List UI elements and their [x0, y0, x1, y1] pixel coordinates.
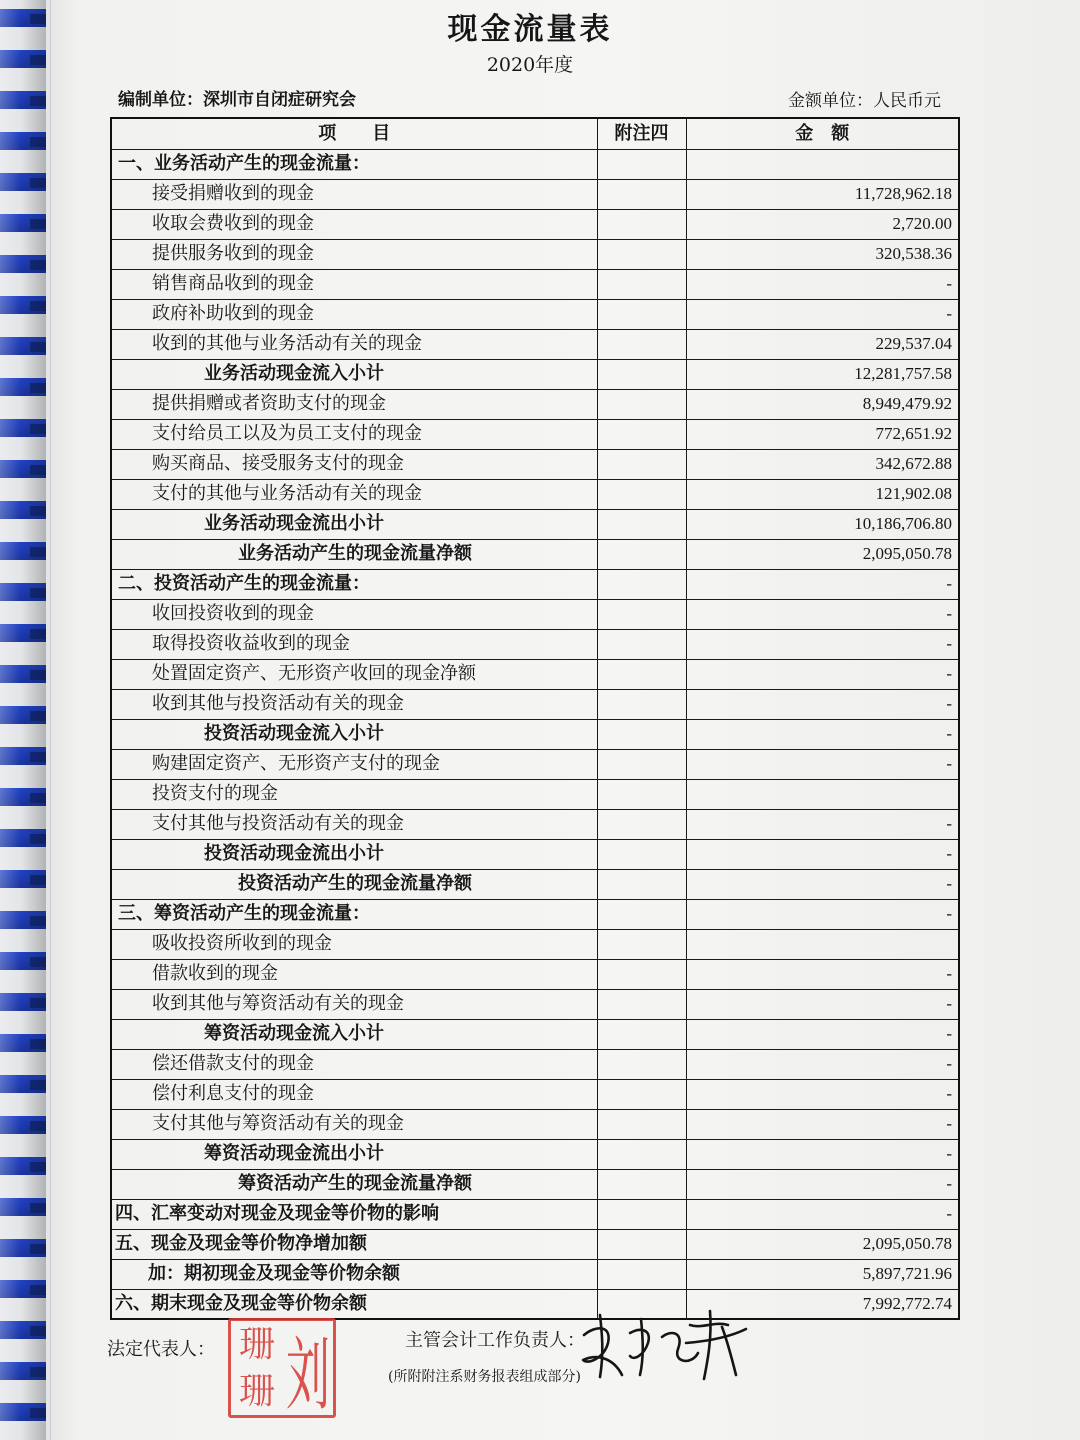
table-row — [111, 329, 959, 359]
note-cell — [597, 1139, 686, 1169]
note-cell — [597, 479, 686, 509]
amount-cell: 7,992,772.74 — [686, 1289, 959, 1319]
table-row — [111, 839, 959, 869]
item-cell: 取得投资收益收到的现金 — [111, 629, 597, 659]
amount-cell: 772,651.92 — [686, 419, 959, 449]
header-cell-item: 项 目 — [111, 118, 597, 149]
item-cell: 筹资活动现金流出小计 — [111, 1139, 597, 1169]
note-cell — [597, 149, 686, 179]
item-cell: 加：期初现金及现金等价物余额 — [111, 1259, 597, 1289]
header-cell-amount: 金 额 — [686, 118, 959, 149]
item-cell: 投资活动现金流出小计 — [111, 839, 597, 869]
amount-cell: 8,949,479.92 — [686, 389, 959, 419]
amount-cell: - — [686, 809, 959, 839]
page-title: 现金流量表 — [447, 12, 613, 47]
item-cell: 支付的其他与业务活动有关的现金 — [111, 479, 597, 509]
amount-cell: - — [686, 1019, 959, 1049]
item-cell: 支付其他与投资活动有关的现金 — [111, 809, 597, 839]
item-cell: 投资活动现金流入小计 — [111, 719, 597, 749]
table-row — [111, 659, 959, 689]
item-cell: 筹资活动现金流入小计 — [111, 1019, 597, 1049]
stamp-char: 珊 — [238, 1370, 275, 1412]
amount-cell — [686, 929, 959, 959]
note-cell — [597, 629, 686, 659]
amount-cell — [686, 779, 959, 809]
note-cell — [597, 179, 686, 209]
period-label: 2020年度 — [486, 54, 574, 76]
table-row — [111, 569, 959, 599]
item-cell: 吸收投资所收到的现金 — [111, 929, 597, 959]
item-cell: 政府补助收到的现金 — [111, 299, 597, 329]
table-row — [111, 539, 959, 569]
amount-cell: - — [686, 689, 959, 719]
table-row — [111, 689, 959, 719]
item-cell: 六、期末现金及现金等价物余额 — [111, 1289, 597, 1319]
item-cell: 二、投资活动产生的现金流量： — [111, 569, 597, 599]
table-row — [111, 869, 959, 899]
note-cell — [597, 659, 686, 689]
table-header-row — [111, 118, 959, 149]
item-cell: 投资活动产生的现金流量净额 — [111, 869, 597, 899]
amount-cell: 2,095,050.78 — [686, 1229, 959, 1259]
table-row — [111, 1289, 959, 1319]
stamp-right-column — [283, 1321, 333, 1415]
table-row — [111, 899, 959, 929]
amount-cell: - — [686, 719, 959, 749]
note-cell — [597, 449, 686, 479]
legal-representative-label: 法定代表人： — [107, 1339, 215, 1360]
amount-cell: 320,538.36 — [686, 239, 959, 269]
item-cell: 收回投资收到的现金 — [111, 599, 597, 629]
amount-cell: - — [686, 299, 959, 329]
note-cell — [597, 539, 686, 569]
table-row — [111, 389, 959, 419]
amount-cell: - — [686, 959, 959, 989]
cash-flow-table — [110, 117, 960, 1320]
note-cell — [597, 209, 686, 239]
note-cell — [597, 719, 686, 749]
note-cell — [597, 569, 686, 599]
item-cell: 销售商品收到的现金 — [111, 269, 597, 299]
item-cell: 支付其他与筹资活动有关的现金 — [111, 1109, 597, 1139]
item-cell: 偿还借款支付的现金 — [111, 1049, 597, 1079]
note-cell — [597, 1169, 686, 1199]
amount-cell: 10,186,706.80 — [686, 509, 959, 539]
item-cell: 一、业务活动产生的现金流量： — [111, 149, 597, 179]
note-cell — [597, 599, 686, 629]
stamp-left-column — [231, 1321, 283, 1415]
amount-cell: 121,902.08 — [686, 479, 959, 509]
handwritten-signature — [578, 1303, 748, 1383]
amount-cell: 229,537.04 — [686, 329, 959, 359]
item-cell: 处置固定资产、无形资产收回的现金净额 — [111, 659, 597, 689]
note-cell — [597, 929, 686, 959]
item-cell: 提供服务收到的现金 — [111, 239, 597, 269]
item-cell: 购买商品、接受服务支付的现金 — [111, 449, 597, 479]
note-cell — [597, 389, 686, 419]
table-row — [111, 629, 959, 659]
item-cell: 收到其他与投资活动有关的现金 — [111, 689, 597, 719]
note-cell — [597, 839, 686, 869]
item-cell: 投资支付的现金 — [111, 779, 597, 809]
table-row — [111, 509, 959, 539]
amount-cell: - — [686, 569, 959, 599]
amount-cell: - — [686, 1169, 959, 1199]
item-cell: 五、现金及现金等价物净增加额 — [111, 1229, 597, 1259]
item-cell: 业务活动现金流出小计 — [111, 509, 597, 539]
amount-cell: 11,728,962.18 — [686, 179, 959, 209]
item-cell: 三、筹资活动产生的现金流量： — [111, 899, 597, 929]
table-row — [111, 1199, 959, 1229]
item-cell: 偿付利息支付的现金 — [111, 1079, 597, 1109]
unit-label: 金额单位：人民币元 — [788, 91, 941, 111]
amount-cell: 2,720.00 — [686, 209, 959, 239]
table-row — [111, 1019, 959, 1049]
note-cell — [597, 749, 686, 779]
note-cell — [597, 959, 686, 989]
item-cell: 借款收到的现金 — [111, 959, 597, 989]
table-row — [111, 209, 959, 239]
stamp-char: 刘 — [286, 1330, 330, 1415]
item-cell: 支付给员工以及为员工支付的现金 — [111, 419, 597, 449]
item-cell: 提供捐赠或者资助支付的现金 — [111, 389, 597, 419]
table-row — [111, 419, 959, 449]
note-cell — [597, 869, 686, 899]
note-cell — [597, 269, 686, 299]
note-cell — [597, 419, 686, 449]
amount-cell: 2,095,050.78 — [686, 539, 959, 569]
table-row — [111, 1079, 959, 1109]
amount-cell: - — [686, 989, 959, 1019]
note-cell — [597, 809, 686, 839]
table-row — [111, 1229, 959, 1259]
table-row — [111, 599, 959, 629]
amount-cell: 12,281,757.58 — [686, 359, 959, 389]
seal-stamp — [228, 1318, 336, 1418]
amount-cell — [686, 149, 959, 179]
note-cell — [597, 329, 686, 359]
amount-cell: - — [686, 659, 959, 689]
note-cell — [597, 689, 686, 719]
note-cell — [597, 509, 686, 539]
spiral-binding — [0, 0, 46, 1440]
amount-cell: 5,897,721.96 — [686, 1259, 959, 1289]
note-cell — [597, 1049, 686, 1079]
table-row — [111, 1259, 959, 1289]
table-row — [111, 149, 959, 179]
note-cell — [597, 1259, 686, 1289]
note-cell — [597, 239, 686, 269]
amount-cell: - — [686, 599, 959, 629]
amount-cell: - — [686, 899, 959, 929]
header-cell-note: 附注四 — [597, 118, 686, 149]
table-row — [111, 269, 959, 299]
amount-cell: - — [686, 1139, 959, 1169]
table-row — [111, 179, 959, 209]
table-row — [111, 989, 959, 1019]
item-cell: 接受捐赠收到的现金 — [111, 179, 597, 209]
item-cell: 收取会费收到的现金 — [111, 209, 597, 239]
note-cell — [597, 1109, 686, 1139]
note-cell — [597, 1019, 686, 1049]
amount-cell: - — [686, 1109, 959, 1139]
amount-cell: - — [686, 629, 959, 659]
stamp-char: 珊 — [238, 1323, 275, 1365]
amount-cell: - — [686, 869, 959, 899]
table-row — [111, 809, 959, 839]
amount-cell: - — [686, 839, 959, 869]
accounting-head-label: 主管会计工作负责人： — [405, 1330, 585, 1351]
item-cell: 四、汇率变动对现金及现金等价物的影响 — [111, 1199, 597, 1229]
note-cell — [597, 359, 686, 389]
table-row — [111, 449, 959, 479]
item-cell: 筹资活动产生的现金流量净额 — [111, 1169, 597, 1199]
amount-cell: - — [686, 1049, 959, 1079]
item-cell: 收到其他与筹资活动有关的现金 — [111, 989, 597, 1019]
amount-cell: - — [686, 1199, 959, 1229]
note-cell — [597, 299, 686, 329]
table-row — [111, 929, 959, 959]
item-cell: 业务活动现金流入小计 — [111, 359, 597, 389]
amount-cell: - — [686, 749, 959, 779]
table-row — [111, 1139, 959, 1169]
table-row — [111, 299, 959, 329]
note-cell — [597, 899, 686, 929]
note-cell — [597, 1199, 686, 1229]
table-row — [111, 359, 959, 389]
preparer-label: 编制单位：深圳市自闭症研究会 — [118, 90, 356, 110]
amount-cell: 342,672.88 — [686, 449, 959, 479]
amount-cell: - — [686, 269, 959, 299]
note-cell — [597, 779, 686, 809]
amount-cell: - — [686, 1079, 959, 1109]
table-row — [111, 719, 959, 749]
note-cell — [597, 1229, 686, 1259]
table-row — [111, 1109, 959, 1139]
table-row — [111, 749, 959, 779]
table-row — [111, 479, 959, 509]
table-row — [111, 1169, 959, 1199]
item-cell: 购建固定资产、无形资产支付的现金 — [111, 749, 597, 779]
table-row — [111, 779, 959, 809]
table-row — [111, 1049, 959, 1079]
item-cell: 业务活动产生的现金流量净额 — [111, 539, 597, 569]
note-cell — [597, 1079, 686, 1109]
item-cell: 收到的其他与业务活动有关的现金 — [111, 329, 597, 359]
table-row — [111, 239, 959, 269]
footnote: (所附附注系财务报表组成部分) — [388, 1369, 581, 1385]
table-row — [111, 959, 959, 989]
note-cell — [597, 989, 686, 1019]
